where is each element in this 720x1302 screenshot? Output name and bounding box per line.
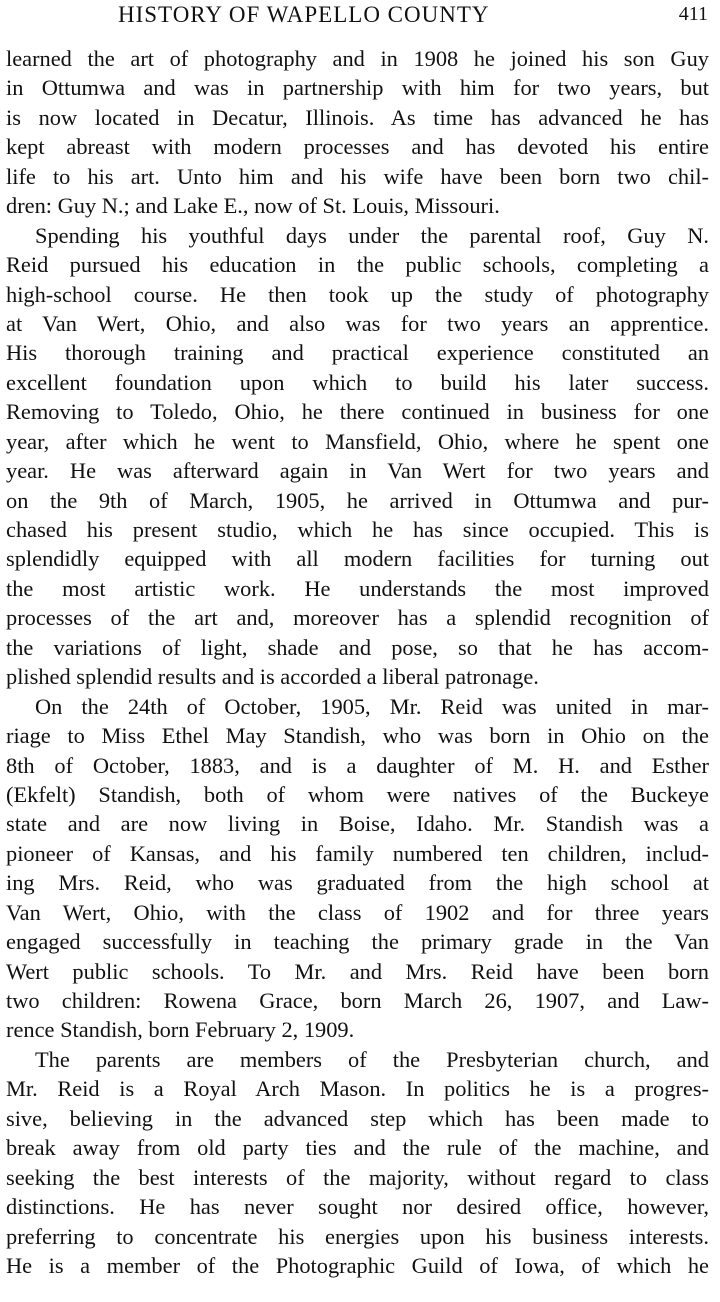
text-line: Wert public schools. To Mr. and Mrs. Reid have been born bbox=[6, 958, 709, 984]
text-line: processes of the art and, moreover has a splendid recognition of bbox=[6, 605, 709, 631]
text-line: Spending his youthful days under the parental roof, Guy N. bbox=[35, 222, 709, 248]
text-line: the variations of light, shade and pose, so that he has accom- bbox=[6, 634, 709, 660]
text-line: splendidly equipped with all modern facilities for turning out bbox=[6, 546, 709, 572]
running-title: HISTORY OF WAPELLO COUNTY bbox=[118, 2, 490, 27]
text-line: Removing to Toledo, Ohio, he there continued in business for one bbox=[6, 399, 709, 425]
text-line: is now located in Decatur, Illinois. As time has advanced he has bbox=[6, 104, 709, 130]
text-line: 8th of October, 1883, and is a daughter of M. H. and Esther bbox=[6, 752, 709, 778]
text-line: on the 9th of March, 1905, he arrived in Ottumwa and pur- bbox=[6, 487, 709, 513]
text-line: His thorough training and practical experience constituted an bbox=[6, 340, 709, 366]
text-line: On the 24th of October, 1905, Mr. Reid was united in mar- bbox=[35, 693, 709, 719]
text-line: engaged successfully in teaching the primary grade in the Van bbox=[6, 929, 709, 955]
text-line: year. He was afterward again in Van Wert for two years and bbox=[6, 458, 709, 484]
text-line: pioneer of Kansas, and his family numbered ten children, includ- bbox=[6, 840, 709, 866]
text-line: Reid pursued his education in the public schools, completing a bbox=[6, 252, 709, 278]
text-line: ing Mrs. Reid, who was graduated from the high school at bbox=[6, 870, 709, 896]
text-line: He is a member of the Photographic Guild of Iowa, of which he bbox=[6, 1252, 709, 1278]
running-head bbox=[0, 0, 720, 40]
text-line: learned the art of photography and in 1908 he joined his son Guy bbox=[6, 46, 709, 71]
text-line: excellent foundation upon which to build his later success. bbox=[6, 369, 709, 395]
text-line: kept abreast with modern processes and has devoted his entire bbox=[6, 134, 709, 160]
text-line: high-school course. He then took up the study of photography bbox=[6, 281, 709, 307]
text-line: the most artistic work. He understands the most improved bbox=[6, 575, 709, 601]
text-line: break away from old party ties and the rule of the machine, and bbox=[6, 1135, 709, 1161]
text-line: preferring to concentrate his energies upon his business interests. bbox=[6, 1223, 709, 1249]
text-line: plished splendid results and is accorded a liberal patronage. bbox=[6, 664, 539, 690]
text-line: year, after which he went to Mansfield, Ohio, where he spent one bbox=[6, 428, 709, 454]
text-line: dren: Guy N.; and Lake E., now of St. Louis, Missouri. bbox=[6, 193, 500, 219]
text-line: Mr. Reid is a Royal Arch Mason. In politics he is a progres- bbox=[6, 1076, 709, 1102]
text-line: at Van Wert, Ohio, and also was for two years an apprentice. bbox=[6, 310, 709, 336]
text-line: state and are now living in Boise, Idaho. Mr. Standish was a bbox=[6, 811, 709, 837]
text-line: sive, believing in the advanced step which has been made to bbox=[6, 1105, 709, 1131]
text-line: (Ekfelt) Standish, both of whom were natives of the Buckeye bbox=[6, 781, 709, 807]
text-line: distinctions. He has never sought nor desired office, however, bbox=[6, 1194, 709, 1220]
text-line: chased his present studio, which he has since occupied. This is bbox=[6, 517, 709, 542]
text-line: The parents are members of the Presbyterian church, and bbox=[35, 1046, 709, 1072]
text-line: seeking the best interests of the majority, without regard to class bbox=[6, 1164, 709, 1190]
text-line: rence Standish, born February 2, 1909. bbox=[6, 1017, 355, 1043]
body-text bbox=[6, 44, 709, 1280]
text-line: Van Wert, Ohio, with the class of 1902 and for three years bbox=[6, 899, 709, 925]
page-number: 411 bbox=[678, 3, 708, 25]
text-line: riage to Miss Ethel May Standish, who was born in Ohio on the bbox=[6, 723, 709, 749]
text-line: in Ottumwa and was in partnership with him for two years, but bbox=[6, 75, 709, 101]
text-line: life to his art. Unto him and his wife have been born two chil- bbox=[6, 163, 709, 189]
text-line: two children: Rowena Grace, born March 26, 1907, and Law- bbox=[6, 988, 709, 1013]
